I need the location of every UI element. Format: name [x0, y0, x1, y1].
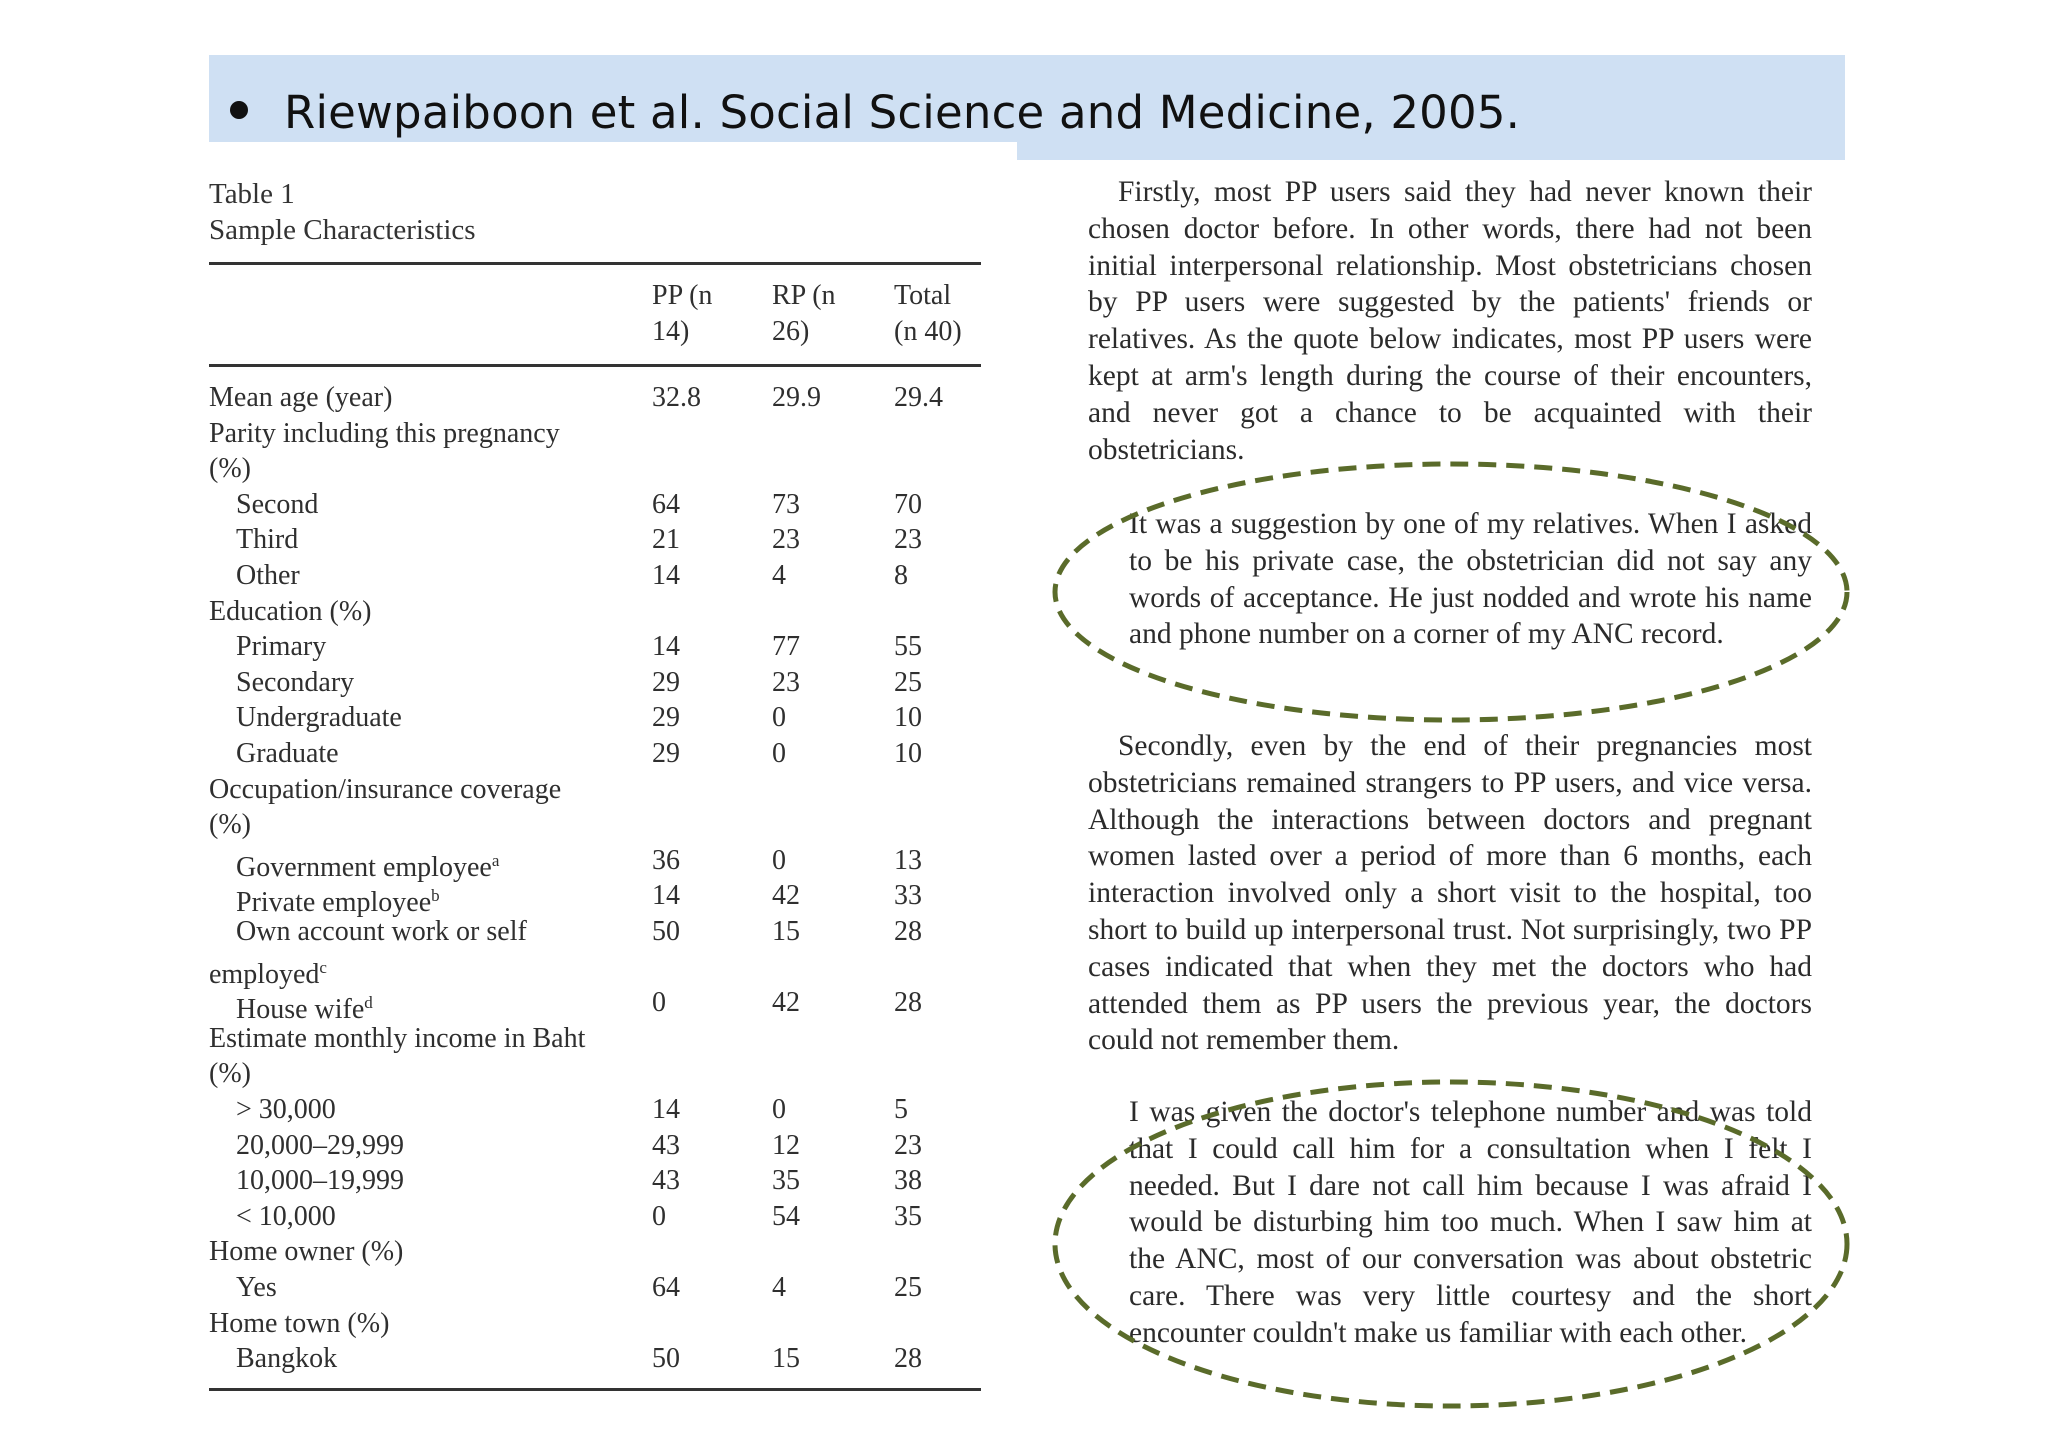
- table-cell-pp: 43: [652, 1130, 680, 1161]
- table-row-label: [236, 1164, 404, 1198]
- table-row-label: [236, 1200, 336, 1234]
- table-cell-rp: 54: [772, 1201, 800, 1232]
- table-cell-pp: 43: [652, 1165, 680, 1196]
- table-row-label: [236, 879, 440, 920]
- table-cell-rp: 29.9: [772, 382, 821, 413]
- row-label-text: Government employee: [236, 852, 492, 883]
- table-row-label: [236, 1129, 404, 1163]
- table-row-label: [236, 1271, 277, 1305]
- table-cell-rp: 4: [772, 1272, 786, 1303]
- footnote-marker: b: [431, 886, 440, 905]
- table-header-rule: [209, 364, 981, 367]
- table-cell-rp: 4: [772, 560, 786, 591]
- banner-notch: [209, 142, 1017, 164]
- column-header: [894, 278, 962, 350]
- table-cell-total: 38: [894, 1165, 922, 1196]
- table-cell-total: 5: [894, 1094, 908, 1125]
- table-cell-total: 29.4: [894, 382, 943, 413]
- table-row-label: [209, 1022, 585, 1056]
- table-cell-pp: 14: [652, 560, 680, 591]
- footnote-marker: a: [491, 851, 500, 870]
- table-cell-rp: 23: [772, 524, 800, 555]
- row-label-text: Home town (%): [209, 1308, 390, 1339]
- table-cell-rp: 15: [772, 1343, 800, 1374]
- table-cell-pp: 64: [652, 489, 680, 520]
- row-label-text: Secondary: [236, 667, 355, 698]
- table-row-label: [236, 701, 402, 735]
- table-row-label: [236, 559, 300, 593]
- row-label-text: Graduate: [236, 738, 339, 769]
- table-top-rule: [209, 262, 981, 265]
- table-row-label: [236, 915, 527, 949]
- column-header: [652, 278, 712, 350]
- column-header-line2: 26): [772, 316, 810, 347]
- row-label-text: employed: [209, 959, 320, 990]
- quote-one: It was a suggestion by one of my relatives. When I asked to be his private case, the obstetrician did not say any words of acceptance. He just nodded and wrote his name and phone number on a corner of my ANC record.: [1129, 508, 1812, 651]
- row-label-text: 20,000–29,999: [236, 1130, 404, 1161]
- row-label-text: Parity including this pregnancy: [209, 418, 560, 449]
- row-label-text: Other: [236, 560, 300, 591]
- table-cell-rp: 12: [772, 1130, 800, 1161]
- table-cell-rp: 15: [772, 916, 800, 947]
- row-label-text: Own account work or self: [236, 916, 527, 947]
- table-cell-total: 13: [894, 845, 922, 876]
- table-cell-pp: 14: [652, 880, 680, 911]
- table-row-label: [209, 452, 251, 486]
- table-cell-total: 55: [894, 631, 922, 662]
- footnote-marker: d: [364, 993, 373, 1012]
- row-label-text: Bangkok: [236, 1343, 338, 1374]
- column-header: [772, 278, 836, 350]
- table-cell-pp: 50: [652, 1343, 680, 1374]
- table-row-label: [236, 737, 339, 771]
- quote-two: I was given the doctor's telephone number and was told that I could call him for a consultation when I felt I needed. But I dare not call him because I was afraid I would be disturbing him too much. When I saw him at the ANC, most of our conversation was about obstetric care. There was very little courtesy and the short encounter couldn't make us familiar with each other.: [1129, 1096, 1812, 1349]
- row-label-text: Private employee: [236, 887, 432, 918]
- row-label-text: (%): [209, 453, 251, 484]
- row-label-text: Mean age (year): [209, 382, 393, 413]
- table-cell-pp: 32.8: [652, 382, 701, 413]
- row-label-text: House wife: [236, 994, 365, 1025]
- table-cell-pp: 29: [652, 738, 680, 769]
- table-row-label: [236, 488, 318, 522]
- table-row-label: [236, 1342, 337, 1376]
- table-cell-rp: 73: [772, 489, 800, 520]
- citation-title: Riewpaiboon et al. Social Science and Medicine, 2005.: [284, 86, 1521, 139]
- table-cell-rp: 42: [772, 987, 800, 1018]
- row-label-text: Undergraduate: [236, 702, 402, 733]
- column-header-line2: (n 40): [894, 316, 962, 347]
- table-cell-total: 23: [894, 524, 922, 555]
- table-cell-pp: 14: [652, 1094, 680, 1125]
- table-row-label: [209, 595, 372, 629]
- table-cell-total: 8: [894, 560, 908, 591]
- table-cell-total: 25: [894, 1272, 922, 1303]
- table-cell-total: 28: [894, 987, 922, 1018]
- table-cell-rp: 42: [772, 880, 800, 911]
- table-cell-total: 25: [894, 667, 922, 698]
- row-label-text: (%): [209, 809, 251, 840]
- footnote-marker: c: [319, 958, 327, 977]
- table-cell-total: 10: [894, 738, 922, 769]
- table-cell-pp: 36: [652, 845, 680, 876]
- table-caption-title: Sample Characteristics: [209, 214, 476, 246]
- table-cell-total: 33: [894, 880, 922, 911]
- table-cell-rp: 35: [772, 1165, 800, 1196]
- table-cell-total: 23: [894, 1130, 922, 1161]
- row-label-text: Occupation/insurance coverage: [209, 774, 562, 805]
- table-cell-pp: 29: [652, 702, 680, 733]
- column-header-line1: RP (n: [772, 280, 836, 311]
- table-cell-total: 35: [894, 1201, 922, 1232]
- table-row-label: [209, 1307, 389, 1341]
- table-cell-pp: 0: [652, 987, 666, 1018]
- table-row-label: [209, 808, 251, 842]
- row-label-text: 10,000–19,999: [236, 1165, 404, 1196]
- table-cell-rp: 0: [772, 1094, 786, 1125]
- table-cell-total: 28: [894, 916, 922, 947]
- row-label-text: > 30,000: [236, 1094, 336, 1125]
- column-header-line2: 14): [652, 316, 690, 347]
- row-label-text: Yes: [236, 1272, 277, 1303]
- table-cell-pp: 50: [652, 916, 680, 947]
- table-cell-pp: 21: [652, 524, 680, 555]
- table-cell-total: 28: [894, 1343, 922, 1374]
- table-cell-rp: 0: [772, 845, 786, 876]
- column-header-line1: Total: [894, 280, 952, 311]
- table-row-label: [236, 986, 373, 1027]
- row-label-text: Home owner (%): [209, 1236, 404, 1267]
- table-cell-rp: 0: [772, 738, 786, 769]
- row-label-text: Second: [236, 489, 319, 520]
- row-label-text: (%): [209, 1058, 251, 1089]
- table-row-label: [209, 1235, 403, 1269]
- table-bottom-rule: [209, 1388, 981, 1391]
- table-cell-total: 70: [894, 489, 922, 520]
- table-row-label: [236, 1093, 336, 1127]
- table-cell-rp: 23: [772, 667, 800, 698]
- table-row-label: [209, 1057, 251, 1091]
- column-header-line1: PP (n: [652, 280, 713, 311]
- table-caption-number: Table 1: [209, 178, 295, 210]
- row-label-text: Third: [236, 524, 299, 555]
- row-label-text: < 10,000: [236, 1201, 336, 1232]
- row-label-text: Primary: [236, 631, 327, 662]
- table-cell-pp: 0: [652, 1201, 666, 1232]
- table-row-label: [236, 666, 354, 700]
- paragraph-secondly: Secondly, even by the end of their pregnancies most obstetricians remained strangers to PP users, and vice versa. Although the interactions between doctors and pregnant women lasted over a period of more than 6 months, each interaction involved only a short visit to the hospital, too short to build up interpersonal trust. Not surprisingly, two PP cases indicated that when they met the doctors who had attended them as PP users the previous year, the doctors could not remember them.: [1088, 730, 1812, 1057]
- table-row-label: [236, 630, 326, 664]
- table-row-label: [209, 417, 560, 451]
- table-cell-total: 10: [894, 702, 922, 733]
- table-row-label: [236, 523, 298, 557]
- row-label-text: Education (%): [209, 596, 372, 627]
- table-cell-rp: 0: [772, 702, 786, 733]
- table-row-label: [209, 381, 392, 415]
- bullet-icon: [230, 101, 248, 119]
- table-cell-pp: 29: [652, 667, 680, 698]
- table-row-label: [209, 773, 561, 807]
- table-cell-rp: 77: [772, 631, 800, 662]
- table-cell-pp: 64: [652, 1272, 680, 1303]
- paragraph-firstly: Firstly, most PP users said they had never known their chosen doctor before. In other words, there had not been initial interpersonal relationship. Most obstetricians chosen by PP users were suggested by the patients' friends or relatives. As the quote below indicates, most PP users were kept at arm's length during the course of their encounters, and never got a chance to be acquainted with their obstetricians.: [1088, 176, 1812, 466]
- table-cell-pp: 14: [652, 631, 680, 662]
- row-label-text: Estimate monthly income in Baht: [209, 1023, 586, 1054]
